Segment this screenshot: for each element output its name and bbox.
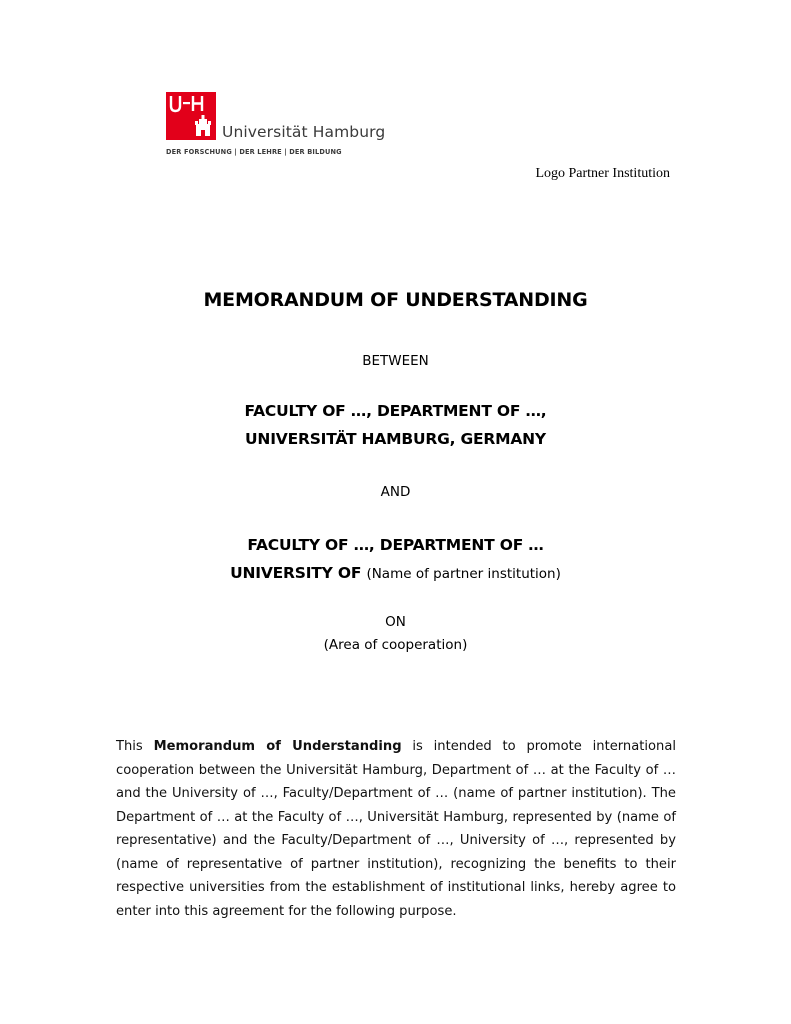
party1-line2: UNIVERSITÄT HAMBURG, GERMANY <box>245 430 546 448</box>
area-placeholder: (Area of cooperation) <box>323 637 468 653</box>
and-label: AND <box>380 484 411 500</box>
intro-paragraph <box>116 735 676 923</box>
party1-line1: FACULTY OF …, DEPARTMENT OF …, <box>244 402 547 420</box>
paragraph-bold-term: Memorandum of Understanding <box>153 739 402 754</box>
between-label: BETWEEN <box>362 353 429 369</box>
paragraph-intro: This <box>116 739 143 754</box>
document-title: MEMORANDUM OF UNDERSTANDING <box>203 289 588 311</box>
uhh-logo-tagline: DER FORSCHUNG | DER LEHRE | DER BILDUNG <box>166 148 342 156</box>
party2-name-placeholder: (Name of partner institution) <box>366 566 561 582</box>
on-label: ON <box>385 614 406 630</box>
uhh-logo-mark <box>166 92 216 140</box>
party2-line2 <box>0 564 791 582</box>
uhh-castle-icon <box>166 92 216 140</box>
uhh-logo <box>166 92 386 162</box>
party2-university-label: UNIVERSITY OF <box>230 564 362 582</box>
uhh-logo-name: Universität Hamburg <box>222 123 386 141</box>
partner-logo-placeholder: Logo Partner Institution <box>535 166 670 181</box>
party2-line1: FACULTY OF …, DEPARTMENT OF … <box>247 536 544 554</box>
paragraph-rest: is intended to promote international cooperation between the Universität Hamburg, Department of … at the Faculty of … and the University of …, Faculty/Department of … (name of partner institution). The Department of … at the Faculty of …, Universität Hamburg, represented by (name of representative) and the Faculty/Department of …, University of …, represented by (name of representative of partner institution), recognizing the benefits to their respective universities from the establishment of institutional links, hereby agree to enter into this agreement for the following purpose. <box>116 739 676 919</box>
